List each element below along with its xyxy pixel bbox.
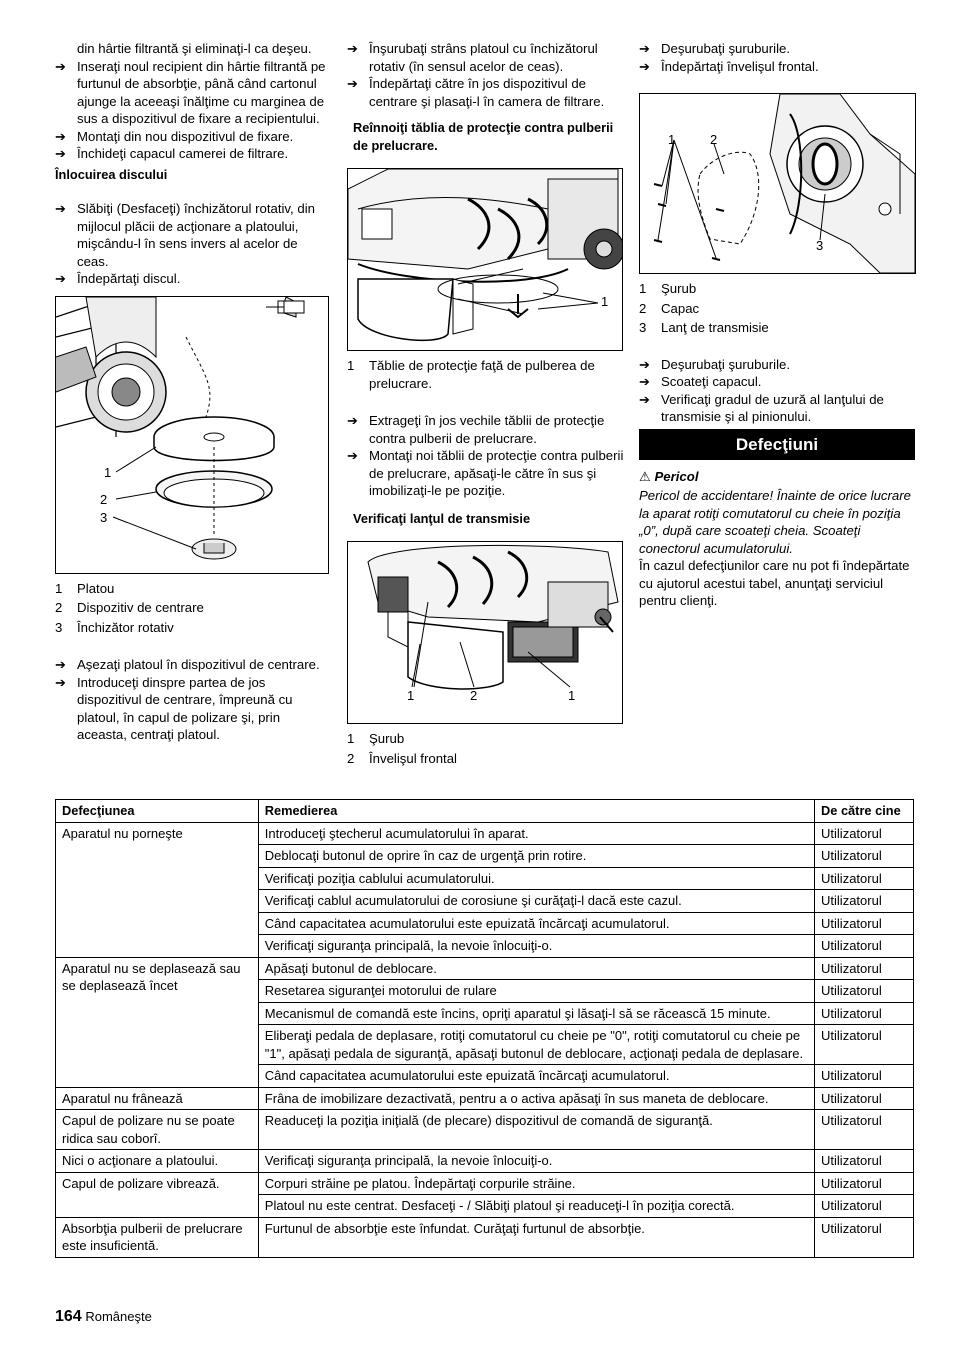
dust-shield-illustration: [348, 169, 622, 350]
arrow-icon: ➔: [55, 58, 66, 74]
text-continuation: din hârtie filtrantă şi eliminaţi-l ca deşeu.: [77, 41, 312, 56]
responsible-cell: Utilizatorul: [815, 1195, 914, 1218]
table-row: [56, 1110, 914, 1150]
arrow-icon: ➔: [347, 448, 358, 463]
step-item: [55, 128, 330, 146]
step-text: Îndepărtaţi discul.: [77, 271, 181, 286]
responsible-cell: Utilizatorul: [815, 1172, 914, 1195]
arrow-icon: ➔: [55, 128, 66, 144]
header-fault: Defecţiunea: [56, 800, 259, 823]
callout-3: 3: [100, 509, 108, 525]
footer-language: Româneşte: [85, 1309, 152, 1324]
legend-row: 2 Învelişul frontal: [347, 750, 457, 766]
step-text: Îndepărtaţi către în jos dispozitivul de centrare şi plasaţi-l în camera de filtrare.: [369, 76, 605, 109]
step-item: [55, 200, 330, 270]
step-item: [347, 447, 625, 500]
callout-2: 2: [470, 688, 478, 703]
responsible-cell: Utilizatorul: [815, 890, 914, 913]
step-item: [639, 58, 915, 76]
callout-1: 1: [668, 132, 676, 147]
remedy-cell: Când capacitatea acumulatorului este epuizată încărcaţi acumulatorul.: [258, 1065, 814, 1088]
legend-row: 1 Platou: [55, 580, 115, 596]
callout-2: 2: [100, 491, 108, 507]
column-1: [55, 40, 330, 744]
figure-legend-2: [347, 730, 625, 767]
responsible-cell: Utilizatorul: [815, 935, 914, 958]
heading-disc-replace: Înlocuirea discului: [55, 166, 168, 182]
remedy-cell: Apăsaţi butonul de deblocare.: [258, 957, 814, 980]
warning-text: Pericol de accidentare! Înainte de orice lucrare la aparat rotiţi comutatorul cu cheie în poziţia „0”, după care scoateţi cheia. Scoateţi conectorul acumulatorului.: [639, 488, 911, 556]
arrow-icon: ➔: [55, 271, 66, 286]
legend-row: 2 Dispozitiv de centrare: [55, 600, 204, 615]
steps-list-b: [347, 412, 625, 500]
fault-cell: Aparatul nu porneşte: [56, 822, 259, 957]
responsible-cell: Utilizatorul: [815, 1065, 914, 1088]
disc-assembly-illustration: [56, 297, 328, 573]
figure-legend: [639, 280, 915, 337]
service-note: În cazul defecţiunilor care nu pot fi îndepărtate cu ajutorul acestui tabel, anunţaţi serviciul pentru clienţi.: [639, 558, 910, 608]
remedy-cell: Deblocaţi butonul de oprire în caz de urgenţă prin rotire.: [258, 845, 814, 868]
steps-list-a: [639, 40, 915, 75]
callout-1: 1: [601, 294, 609, 309]
remedy-cell: Mecanismul de comandă este încins, opriţi aparatul şi lăsaţi-l să se răcească 15 minute.: [258, 1002, 814, 1025]
step-text: Inseraţi noul recipient din hârtie filtrantă pe furtunul de absorbţie, până când cartonul ajunge la aceeaşi înălţime cu marginea de sus a dispozitivul de fixare a recipientului.: [77, 58, 326, 126]
fault-cell: Capul de polizare vibrează.: [56, 1172, 259, 1217]
step-text: Deşurubaţi şuruburile.: [661, 356, 791, 372]
header-by-whom: De către cine: [815, 800, 914, 823]
arrow-icon: ➔: [347, 41, 358, 56]
column-2: [347, 40, 625, 767]
legend-row: 1 Tăblie de protecţie faţă de pulberea de prelucrare.: [347, 358, 595, 391]
step-item: [55, 270, 330, 288]
callout-1: 1: [407, 688, 415, 703]
step-item: [55, 58, 330, 128]
section-title-faults: Defecţiuni: [639, 429, 915, 460]
responsible-cell: Utilizatorul: [815, 867, 914, 890]
arrow-icon: ➔: [639, 374, 650, 389]
step-text: Introduceţi dinspre partea de jos dispozitivul de centrare, împreună cu platoul, în capul de polizare şi, prin aceasta, centraţi platoul.: [77, 674, 293, 742]
figure-dust-shield: [347, 168, 623, 351]
remedy-cell: Când capacitatea acumulatorului este epuizată încărcaţi acumulatorul.: [258, 912, 814, 935]
responsible-cell: Utilizatorul: [815, 1087, 914, 1110]
step-text: Închideţi capacul camerei de filtrare.: [77, 146, 289, 161]
heading-chain-check: Verificaţi lanţul de transmisie: [353, 510, 531, 526]
step-item: [639, 373, 915, 391]
legend-row: 1 Şurub: [347, 731, 405, 746]
step-text: Montaţi noi tăblii de protecţie contra pulberii de prelucrare, apăsaţi-le către în sus şi imobilizaţi-le pe poziţie.: [369, 448, 624, 498]
table-row: [56, 1087, 914, 1110]
responsible-cell: Utilizatorul: [815, 1025, 914, 1065]
step-item: [639, 40, 915, 58]
figure-front-cover: [347, 541, 623, 724]
step-text: Deşurubaţi şuruburile.: [661, 41, 791, 56]
fault-cell: Aparatul nu frânează: [56, 1087, 259, 1110]
step-item: [639, 356, 915, 374]
arrow-icon: ➔: [639, 58, 650, 74]
fault-cell: Nici o acţionare a platoului.: [56, 1150, 259, 1173]
step-item: [639, 391, 915, 426]
steps-list-b: [55, 200, 330, 288]
warning-heading: [639, 468, 915, 486]
remedy-cell: Platoul nu este centrat. Desfaceţi - / Slăbiţi platoul şi readuceţi-l în poziţia corectă.: [258, 1195, 814, 1218]
arrow-icon: ➔: [347, 413, 358, 428]
header-remedy: Remedierea: [258, 800, 814, 823]
responsible-cell: Utilizatorul: [815, 845, 914, 868]
steps-list-a: [55, 58, 330, 163]
responsible-cell: Utilizatorul: [815, 1002, 914, 1025]
step-text: Montaţi din nou dispozitivul de fixare.: [77, 128, 294, 144]
heading-shield-renew: Reînnoiţi tăblia de protecţie contra pulberii de prelucrare.: [353, 120, 614, 153]
step-text: Slăbiţi (Desfaceţi) închizătorul rotativ, din mijlocul plăcii de acţionare a platoului, mişcându-l în sens invers al acelor de ceas.: [77, 201, 315, 269]
remedy-cell: Verificaţi cablul acumulatorului de corosiune şi curăţaţi-l dacă este cazul.: [258, 890, 814, 913]
table-row: [56, 1172, 914, 1195]
remedy-cell: Readuceţi la poziţia iniţială (de plecare) dispozitivul de comandă de siguranţă.: [258, 1110, 814, 1150]
table-row: [56, 1150, 914, 1173]
warning-triangle-icon: ⚠: [639, 468, 651, 484]
arrow-icon: ➔: [55, 201, 66, 216]
responsible-cell: Utilizatorul: [815, 822, 914, 845]
steps-list-a: [347, 40, 625, 110]
arrow-icon: ➔: [55, 674, 66, 690]
figure-legend-1: [347, 357, 625, 392]
figure-legend: [55, 580, 330, 637]
faults-table: [55, 799, 914, 1258]
warning-title: Pericol: [654, 468, 699, 484]
callout-1: 1: [104, 464, 112, 480]
remedy-cell: Corpuri străine pe platou. Îndepărtaţi corpurile străine.: [258, 1172, 814, 1195]
table-header-row: [56, 800, 914, 823]
arrow-icon: ➔: [55, 657, 66, 672]
step-text: Înşurubaţi strâns platoul cu închizătorul rotativ (în sensul acelor de ceas).: [369, 41, 598, 74]
figure-drive-chain: [639, 93, 916, 274]
step-text: Scoateţi capacul.: [661, 374, 762, 389]
callout-2: 2: [710, 132, 718, 147]
steps-list-b: [639, 356, 915, 426]
responsible-cell: Utilizatorul: [815, 957, 914, 980]
step-text: Îndepărtaţi învelişul frontal.: [661, 58, 819, 74]
remedy-cell: Verificaţi siguranţa principală, la nevoie înlocuiţi-o.: [258, 1150, 814, 1173]
arrow-icon: ➔: [639, 391, 650, 407]
step-text: Extrageţi în jos vechile tăblii de protecţie contra pulberii de prelucrare.: [369, 413, 605, 446]
table-row: [56, 1217, 914, 1257]
arrow-icon: ➔: [639, 41, 650, 56]
step-text: Verificaţi gradul de uzură al lanţului de transmisie şi al pinionului.: [661, 391, 884, 424]
fault-cell: Absorbţia pulberii de prelucrare este insuficientă.: [56, 1217, 259, 1257]
front-cover-illustration: [348, 542, 622, 723]
steps-list-c: [55, 656, 330, 744]
responsible-cell: Utilizatorul: [815, 1217, 914, 1257]
legend-row: 3 Închizător rotativ: [55, 619, 174, 635]
step-item: [55, 656, 330, 674]
legend-row: 1 Şurub: [639, 281, 697, 296]
remedy-cell: Furtunul de absorbţie este înfundat. Curăţaţi furtunul de absorbţie.: [258, 1217, 814, 1257]
table-row: [56, 957, 914, 980]
arrow-icon: ➔: [347, 76, 358, 91]
step-item: [347, 412, 625, 447]
remedy-cell: Verificaţi siguranţa principală, la nevoie înlocuiţi-o.: [258, 935, 814, 958]
arrow-icon: ➔: [639, 356, 650, 372]
remedy-cell: Frâna de imobilizare dezactivată, pentru a o activa apăsaţi în sus maneta de deblocare.: [258, 1087, 814, 1110]
fault-cell: Aparatul nu se deplasează sau se deplasează încet: [56, 957, 259, 1087]
drive-chain-illustration: [640, 94, 915, 273]
responsible-cell: Utilizatorul: [815, 1150, 914, 1173]
page-footer: [55, 1308, 152, 1326]
column-3: [639, 40, 915, 610]
step-item: [55, 145, 330, 163]
table-row: [56, 822, 914, 845]
arrow-icon: ➔: [55, 146, 66, 161]
legend-row: 3 Lanţ de transmisie: [639, 320, 769, 335]
step-item: [347, 75, 625, 110]
callout-3: 3: [816, 238, 824, 253]
faults-table-body: [56, 822, 914, 1257]
remedy-cell: Resetarea siguranţei motorului de rulare: [258, 980, 814, 1003]
responsible-cell: Utilizatorul: [815, 1110, 914, 1150]
responsible-cell: Utilizatorul: [815, 912, 914, 935]
figure-disc-assembly: [55, 296, 329, 574]
remedy-cell: Introduceţi ştecherul acumulatorului în aparat.: [258, 822, 814, 845]
page-number: 164: [55, 1308, 82, 1325]
remedy-cell: Verificaţi poziţia cablului acumulatorului.: [258, 867, 814, 890]
step-text: Aşezaţi platoul în dispozitivul de centrare.: [77, 657, 320, 672]
responsible-cell: Utilizatorul: [815, 980, 914, 1003]
step-item: [347, 40, 625, 75]
legend-row: 2 Capac: [639, 300, 700, 316]
callout-1b: 1: [568, 688, 576, 703]
fault-cell: Capul de polizare nu se poate ridica sau coborî.: [56, 1110, 259, 1150]
step-item: [55, 674, 330, 744]
warning-block: [639, 468, 915, 610]
remedy-cell: Eliberaţi pedala de deplasare, rotiţi comutatorul cu cheie pe "0", rotiţi comutatorul cu cheie pe "1", apăsaţi pedala de siguranţă, apăsaţi butonul de deblocare, acţionaţi pedala de deplasare.: [258, 1025, 814, 1065]
